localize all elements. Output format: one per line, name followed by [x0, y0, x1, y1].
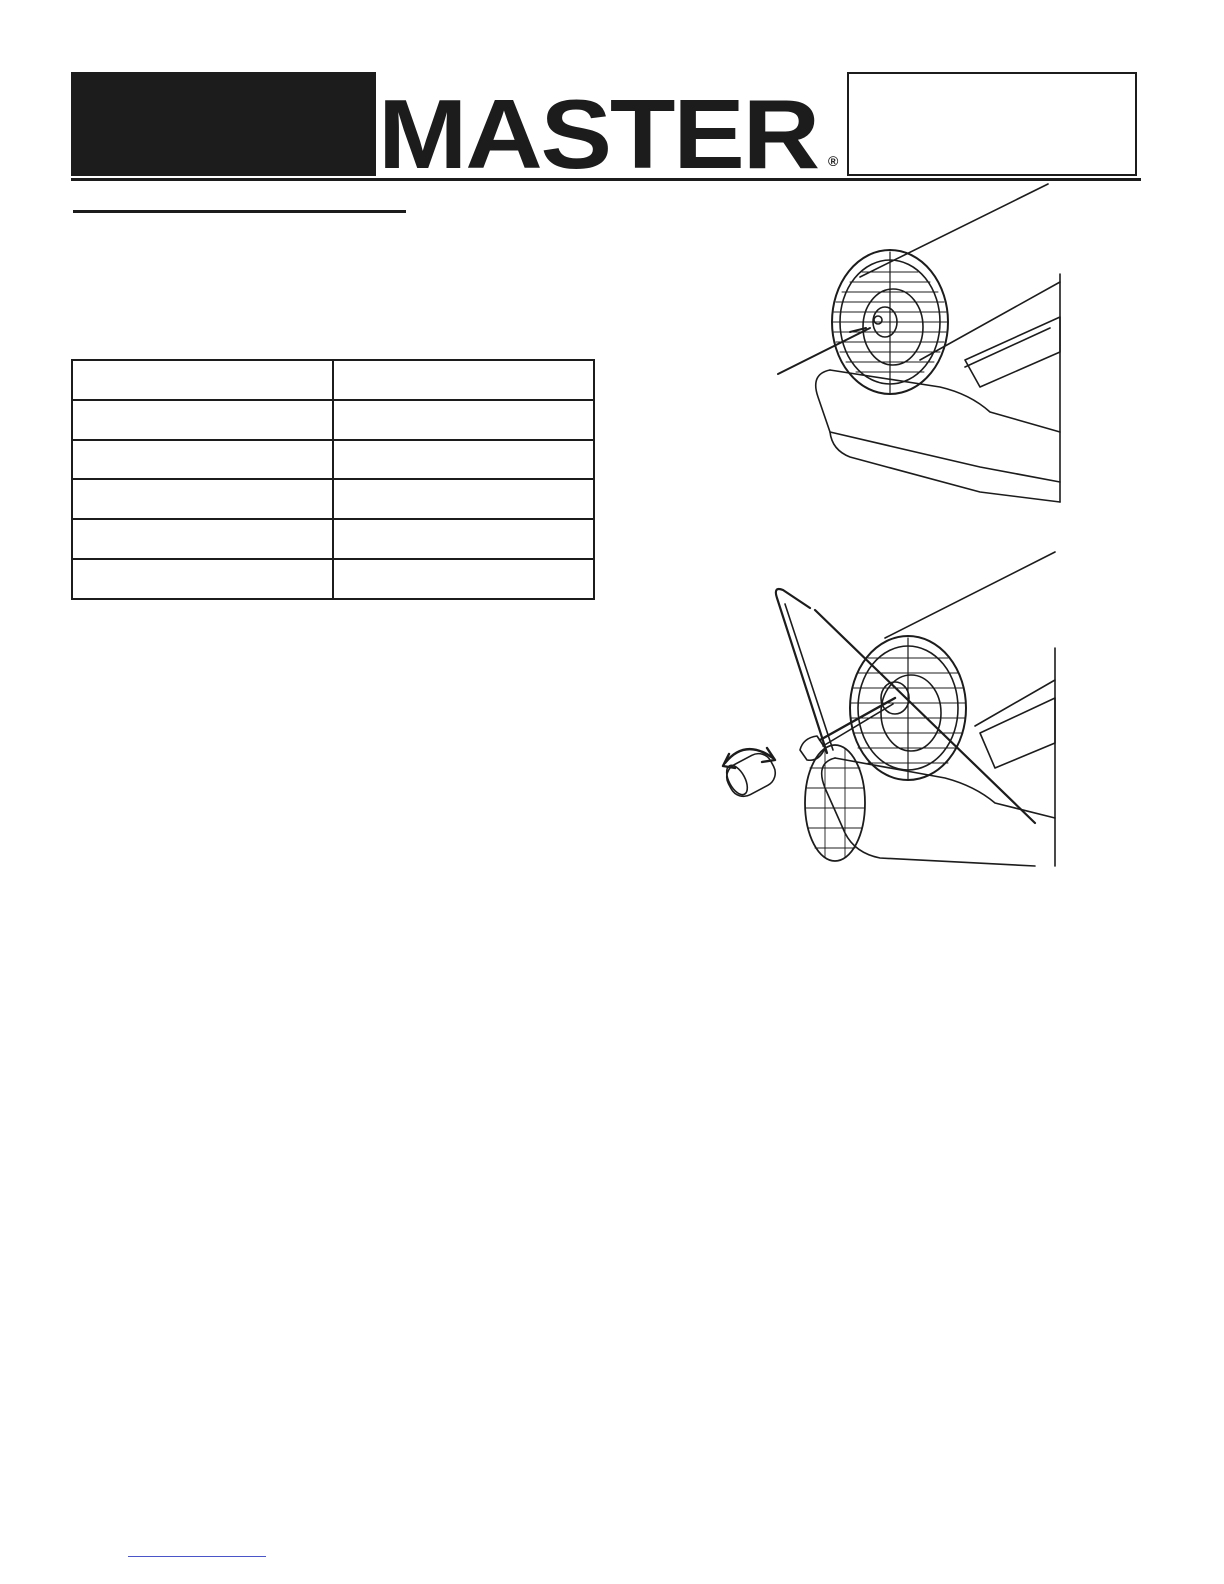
- master-logo: [378, 86, 846, 176]
- table-cell: [333, 400, 594, 440]
- table-row: [72, 479, 594, 519]
- table-row: [72, 360, 594, 400]
- table-cell: [72, 440, 333, 480]
- table-cell: [333, 360, 594, 400]
- table-cell: [333, 440, 594, 480]
- screwdriver-rotate-icon: [715, 548, 1070, 870]
- table-cell: [72, 519, 333, 559]
- table-cell: [333, 519, 594, 559]
- table-cell: [333, 479, 594, 519]
- heater-front-grille-icon: [770, 182, 1070, 507]
- header-rule: [71, 178, 1141, 181]
- header-black-block: [71, 72, 376, 176]
- table-row: [72, 559, 594, 599]
- section-heading-rule: [73, 210, 406, 213]
- table-cell: [72, 559, 333, 599]
- registered-mark: ®: [828, 153, 839, 169]
- footer-link-underline: [128, 1556, 266, 1557]
- header-model-box: [847, 72, 1137, 176]
- spec-table: [71, 359, 595, 600]
- table-row: [72, 400, 594, 440]
- table-row: [72, 519, 594, 559]
- table-cell: [333, 559, 594, 599]
- table-row: [72, 440, 594, 480]
- table-cell: [72, 400, 333, 440]
- table-cell: [72, 360, 333, 400]
- table-cell: [72, 479, 333, 519]
- master-logo-text: MASTER: [378, 86, 819, 176]
